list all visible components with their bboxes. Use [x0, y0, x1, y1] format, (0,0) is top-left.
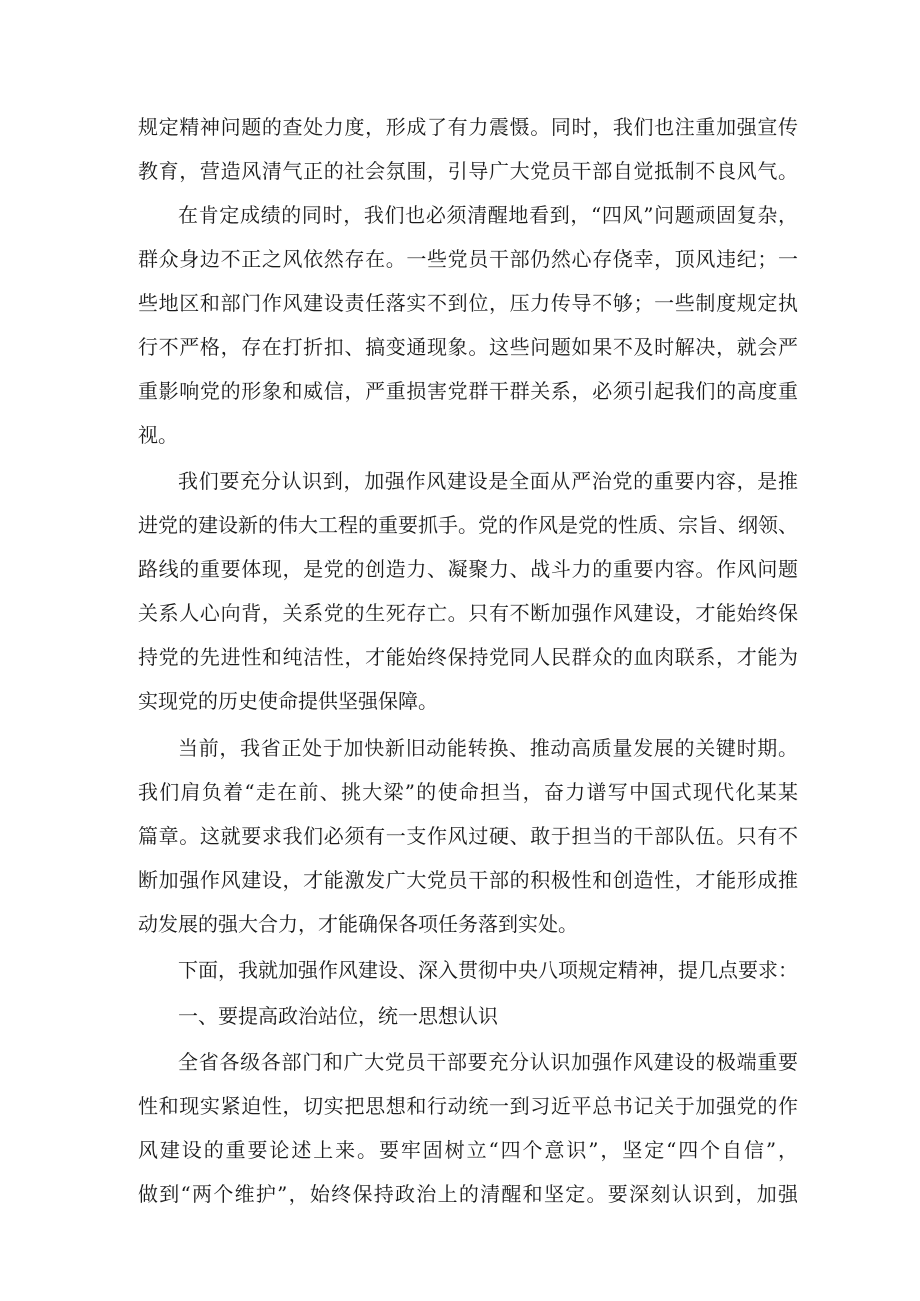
- text-line-13: 持党的先进性和纯洁性，才能始终保持党同人民群众的血肉联系，才能为: [138, 645, 798, 669]
- text-line-23: 性和现实紧迫性，切实把思想和行动统一到习近平总书记关于加强党的作: [138, 1094, 798, 1118]
- text-line-4: 群众身边不正之风依然存在。一些党员干部仍然心存侥幸，顶风违纪；一: [138, 247, 798, 271]
- text-line-6: 行不严格，存在打折扣、搞变通现象。这些问题如果不及时解决，就会严: [138, 335, 798, 359]
- text-line-9: 我们要充分认识到，加强作风建设是全面从严治党的重要内容，是推: [178, 469, 798, 493]
- text-line-3: 在肯定成绩的同时，我们也必须清醒地看到，“四风”问题顽固复杂，: [178, 203, 798, 227]
- section-heading-1: 一、要提高政治站位，统一思想认识: [178, 1004, 498, 1028]
- text-line-12: 关系人心向背，关系党的生死存亡。只有不断加强作风建设，才能始终保: [138, 601, 798, 625]
- text-line-2: 教育，营造风清气正的社会氛围，引导广大党员干部自觉抵制不良风气。: [138, 159, 798, 183]
- text-line-17: 篇章。这就要求我们必须有一支作风过硬、敢于担当的干部队伍。只有不: [138, 824, 798, 848]
- text-line-15: 当前，我省正处于加快新旧动能转换、推动高质量发展的关键时期。: [178, 736, 798, 760]
- text-line-1: 规定精神问题的查处力度，形成了有力震慑。同时，我们也注重加强宣传: [138, 115, 798, 139]
- text-line-7: 重影响党的形象和威信，严重损害党群干群关系，必须引起我们的高度重: [138, 379, 798, 403]
- text-line-5: 些地区和部门作风建设责任落实不到位，压力传导不够；一些制度规定执: [138, 291, 798, 315]
- text-line-22: 全省各级各部门和广大党员干部要充分认识加强作风建设的极端重要: [178, 1050, 798, 1074]
- text-line-10: 进党的建设新的伟大工程的重要抓手。党的作风是党的性质、宗旨、纲领、: [138, 513, 798, 537]
- text-line-18: 断加强作风建设，才能激发广大党员干部的积极性和创造性，才能形成推: [138, 868, 798, 892]
- text-line-16: 我们肩负着“走在前、挑大梁”的使命担当，奋力谱写中国式现代化某某: [138, 780, 798, 804]
- text-line-20: 下面，我就加强作风建设、深入贯彻中央八项规定精神，提几点要求：: [178, 958, 798, 982]
- text-line-24: 风建设的重要论述上来。要牢固树立“四个意识”，坚定“四个自信”，: [138, 1138, 798, 1162]
- text-line-14: 实现党的历史使命提供坚强保障。: [138, 689, 438, 713]
- text-line-19: 动发展的强大合力，才能确保各项任务落到实处。: [138, 912, 578, 936]
- text-line-8: 视。: [138, 423, 178, 447]
- text-line-25: 做到“两个维护”，始终保持政治上的清醒和坚定。要深刻认识到，加强: [138, 1182, 798, 1206]
- text-line-11: 路线的重要体现，是党的创造力、凝聚力、战斗力的重要内容。作风问题: [138, 557, 798, 581]
